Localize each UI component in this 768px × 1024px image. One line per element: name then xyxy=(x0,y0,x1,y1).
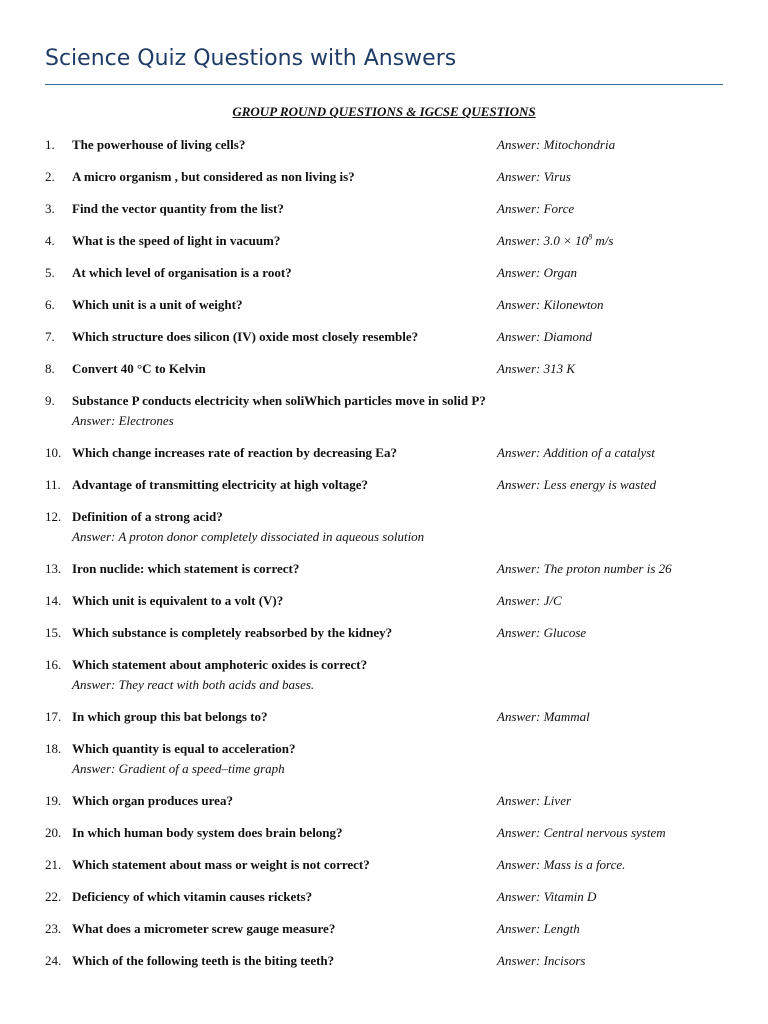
question-text: Which substance is completely reabsorbed by the kidney? xyxy=(72,625,393,640)
question-number: 2. xyxy=(45,169,55,184)
question-text: What does a micrometer screw gauge measure? xyxy=(72,921,336,936)
question-number: 11. xyxy=(45,477,61,492)
question-number: 5. xyxy=(45,265,55,280)
question-text: Which unit is a unit of weight? xyxy=(72,297,243,312)
answer-text: Answer: Length xyxy=(497,921,580,936)
answer-text: Answer: Incisors xyxy=(497,953,586,968)
question-text: In which human body system does brain belong? xyxy=(72,825,343,840)
answer-text: Answer: 313 K xyxy=(497,361,575,376)
answer-text: Answer: A proton donor completely dissociated in aqueous solution xyxy=(72,529,425,544)
question-number: 3. xyxy=(45,201,55,216)
answer-text: Answer: J/C xyxy=(497,593,562,608)
section-subheading: GROUP ROUND QUESTIONS & IGCSE QUESTIONS xyxy=(232,104,536,119)
question-text: Which change increases rate of reaction by decreasing Ea? xyxy=(72,445,397,460)
question-text: Convert 40 °C to Kelvin xyxy=(72,361,206,376)
answer-text: Answer: Force xyxy=(497,201,575,216)
question-text: A micro organism , but considered as non living is? xyxy=(72,169,355,184)
question-number: 9. xyxy=(45,393,55,408)
answer-text: Answer: Virus xyxy=(497,169,571,184)
question-text: In which group this bat belongs to? xyxy=(72,709,268,724)
answer-text: Answer: Kilonewton xyxy=(497,297,604,312)
page-title: Science Quiz Questions with Answers xyxy=(45,46,457,71)
question-number: 16. xyxy=(45,657,62,672)
question-text: Advantage of transmitting electricity at high voltage? xyxy=(72,477,369,492)
answer-text: Answer: Electrones xyxy=(72,413,174,428)
answer-text: Answer: Liver xyxy=(497,793,572,808)
answer-text: Answer: Gradient of a speed–time graph xyxy=(72,761,285,776)
title-divider xyxy=(45,84,723,85)
question-text: Substance P conducts electricity when soliWhich particles move in solid P? xyxy=(72,393,486,408)
answer-text: Answer: Glucose xyxy=(497,625,587,640)
answer-text: Answer: Mammal xyxy=(497,709,590,724)
question-text: Definition of a strong acid? xyxy=(72,509,223,524)
question-text: At which level of organisation is a root? xyxy=(72,265,292,280)
answer-text: Answer: They react with both acids and bases. xyxy=(72,677,315,692)
question-number: 10. xyxy=(45,445,62,460)
answer-exponent: 8 xyxy=(588,232,593,242)
question-number: 1. xyxy=(45,137,55,152)
answer-text: Answer: Less energy is wasted xyxy=(497,477,657,492)
question-number: 6. xyxy=(45,297,55,312)
answer-text: Answer: Diamond xyxy=(497,329,592,344)
question-text: Which statement about amphoteric oxides is correct? xyxy=(72,657,368,672)
question-text: Deficiency of which vitamin causes rickets? xyxy=(72,889,313,904)
question-number: 17. xyxy=(45,709,62,724)
question-number: 4. xyxy=(45,233,55,248)
question-number: 8. xyxy=(45,361,55,376)
question-number: 19. xyxy=(45,793,62,808)
question-text: Find the vector quantity from the list? xyxy=(72,201,284,216)
question-number: 23. xyxy=(45,921,62,936)
question-number: 22. xyxy=(45,889,62,904)
answer-text: Answer: The proton number is 26 xyxy=(497,561,672,576)
question-text: What is the speed of light in vacuum? xyxy=(72,233,281,248)
question-text: Which of the following teeth is the biting teeth? xyxy=(72,953,335,968)
question-number: 7. xyxy=(45,329,55,344)
answer-text: Answer: Mitochondria xyxy=(497,137,616,152)
question-number: 15. xyxy=(45,625,62,640)
question-number: 12. xyxy=(45,509,62,524)
question-text: Which organ produces urea? xyxy=(72,793,233,808)
question-number: 21. xyxy=(45,857,62,872)
question-text: Which unit is equivalent to a volt (V)? xyxy=(72,593,284,608)
question-text: Which structure does silicon (IV) oxide most closely resemble? xyxy=(72,329,419,344)
question-number: 18. xyxy=(45,741,62,756)
question-number: 14. xyxy=(45,593,62,608)
question-number: 13. xyxy=(45,561,62,576)
answer-text: Answer: Addition of a catalyst xyxy=(497,445,655,460)
question-number: 24. xyxy=(45,953,62,968)
answer-text: Answer: Organ xyxy=(497,265,578,280)
question-number: 20. xyxy=(45,825,62,840)
answer-text: Answer: $3.0 \times 10^8$ m/s xyxy=(497,232,614,248)
answer-text: Answer: Central nervous system xyxy=(497,825,666,840)
question-text: Which quantity is equal to acceleration? xyxy=(72,741,296,756)
question-text: Iron nuclide: which statement is correct? xyxy=(72,561,300,576)
answer-text: Answer: Mass is a force. xyxy=(497,857,626,872)
question-text: Which statement about mass or weight is not correct? xyxy=(72,857,370,872)
question-text: The powerhouse of living cells? xyxy=(72,137,246,152)
answer-text: Answer: Vitamin D xyxy=(497,889,597,904)
